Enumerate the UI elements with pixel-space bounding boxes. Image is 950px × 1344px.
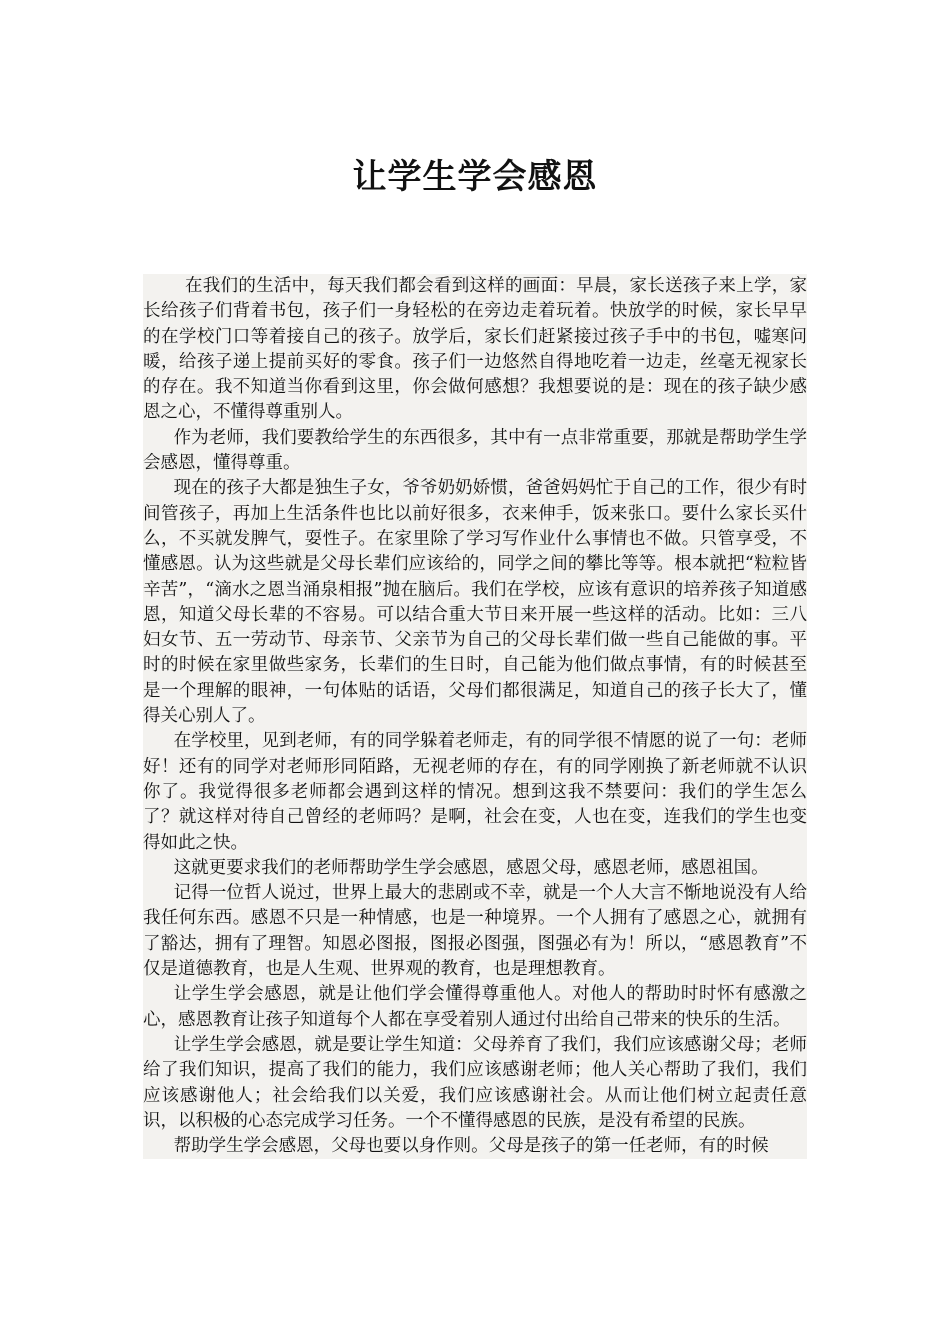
paragraph-9: 帮助学生学会感恩，父母也要以身作则。父母是孩子的第一任老师，有的时候 — [173, 1136, 769, 1157]
paragraph-8: 让学生学会感恩，就是要让学生知道：父母养育了我们，我们应该感谢父母；老师给了我们知识，提高了我们的能力，我们应该感谢老师；他人关心帮助了我们，我们应该感谢他人；社会给我们以关爱，我们应该感谢社会。从而让他们树立起责任意识，以积极的心态完成学习任务。一个不懂得感恩的民族，是没有希望的民族。 — [143, 1034, 807, 1131]
paragraph-1: 在我们的生活中，每天我们都会看到这样的画面：早晨，家长送孩子来上学，家长给孩子们背着书包，孩子们一身轻松的在旁边走着玩着。快放学的时候，家长早早的在学校门口等着接自己的孩子。放学后，家长们赶紧接过孩子手中的书包，嘘寒问暖，给孩子递上提前买好的零食。孩子们一边悠然自得地吃着一边走，丝毫无视家长的存在。我不知道当你看到这里，你会做何感想？我想要说的是：现在的孩子缺少感恩之心，不懂得尊重别人。 — [143, 276, 807, 423]
paragraph-4: 在学校里，见到老师，有的同学躲着老师走，有的同学很不情愿的说了一句：老师好！还有的同学对老师形同陌路，无视老师的存在，有的同学刚换了新老师就不认识你了。我觉得很多老师都会遇到这样的情况。想到这我不禁要问：我们的学生怎么了？就这样对待自己曾经的老师吗？是啊，社会在变，人也在变，连我们的学生也变得如此之快。 — [143, 731, 807, 853]
paragraph-7: 让学生学会感恩，就是让他们学会懂得尊重他人。对他人的帮助时时怀有感激之心，感恩教育让孩子知道每个人都在享受着别人通过付出给自己带来的快乐的生活。 — [143, 984, 807, 1030]
paragraph-5: 这就更要求我们的老师帮助学生学会感恩，感恩父母，感恩老师，感恩祖国。 — [173, 857, 769, 878]
paragraph-2: 作为老师，我们要教给学生的东西很多，其中有一点非常重要，那就是帮助学生学会感恩，懂得尊重。 — [143, 427, 807, 474]
document-title: 让学生学会感恩 — [352, 157, 598, 197]
paragraph-6: 记得一位哲人说过，世界上最大的悲剧或不幸，就是一个人大言不惭地说没有人给我任何东西。感恩不只是一种情感，也是一种境界。一个人拥有了感恩之心，就拥有了豁达，拥有了理智。知恩必图报，图报必图强，图强必有为！所以，“感恩教育”不仅是道德教育，也是人生观、世界观的教育，也是理想教育。 — [143, 883, 807, 980]
document-body — [143, 274, 807, 1159]
paragraph-3: 现在的孩子大都是独生子女，爷爷奶奶娇惯，爸爸妈妈忙于自己的工作，很少有时间管孩子，再加上生活条件也比以前好很多，衣来伸手，饭来张口。要什么家长买什么，不买就发脾气，耍性子。在家里除了学习写作业什么事情也不做。只管享受，不懂感恩。认为这些就是父母长辈们应该给的，同学之间的攀比等等。根本就把“粒粒皆辛苦”，“滴水之恩当涌泉相报”抛在脑后。我们在学校，应该有意识的培养孩子知道感恩，知道父母长辈的不容易。可以结合重大节日来开展一些这样的活动。比如：三八妇女节、五一劳动节、母亲节、父亲节为自己的父母长辈们做一些自己能做的事。平时的时候在家里做些家务，长辈们的生日时，自己能为他们做点事情，有的时候甚至是一个理解的眼神，一句体贴的话语，父母们都很满足，知道自己的孩子长大了，懂得关心别人了。 — [143, 478, 807, 727]
